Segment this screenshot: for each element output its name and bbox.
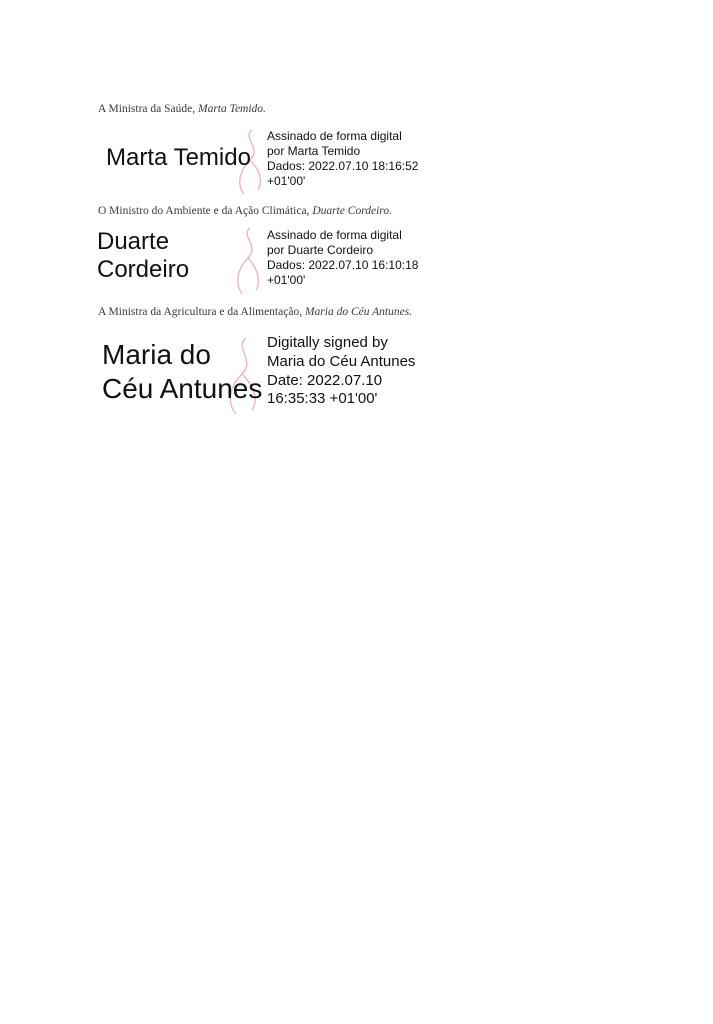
role-line-1 [98,103,266,115]
role-name-2: Duarte Cordeiro. [312,205,392,217]
signature-detail-line: Dados: 2022.07.10 18:16:52 [267,159,419,173]
signature-details-3 [267,334,415,409]
signature-watermark-icon [230,226,270,298]
role-line-3 [98,306,412,318]
signature-detail-line: por Duarte Cordeiro [267,243,374,257]
signature-detail-line: Digitally signed by [267,334,388,351]
signature-detail-line: +01'00' [267,174,306,188]
role-line-2 [98,205,392,217]
role-name-3: Maria do Céu Antunes. [304,306,413,318]
role-prefix-3: A Ministra da Agricultura e da Alimentação, [98,306,303,318]
signature-details-1 [267,129,418,189]
role-prefix-1: A Ministra da Saúde, [98,103,196,115]
signature-detail-line: 16:35:33 +01'00' [267,390,378,408]
signer-name-3: Maria do Céu Antunes [102,339,263,405]
signature-detail-line: Maria do Céu Antunes [267,352,416,370]
signer-name-1: Marta Temido [106,144,251,171]
signature-details-2 [267,228,418,288]
role-name-1: Marta Temido. [197,103,266,115]
role-prefix-2: O Ministro do Ambiente e da Ação Climática, [98,205,310,217]
signature-detail-line: Dados: 2022.07.10 16:10:18 [267,258,419,272]
signature-detail-line: +01'00' [267,273,306,287]
signature-detail-line: Assinado de forma digital [267,228,402,242]
signer-name-2: Duarte Cordeiro [97,228,190,284]
signature-detail-line: Assinado de forma digital [267,129,402,143]
signature-detail-line: por Marta Temido [267,144,361,158]
signature-detail-line: Date: 2022.07.10 [267,371,383,389]
